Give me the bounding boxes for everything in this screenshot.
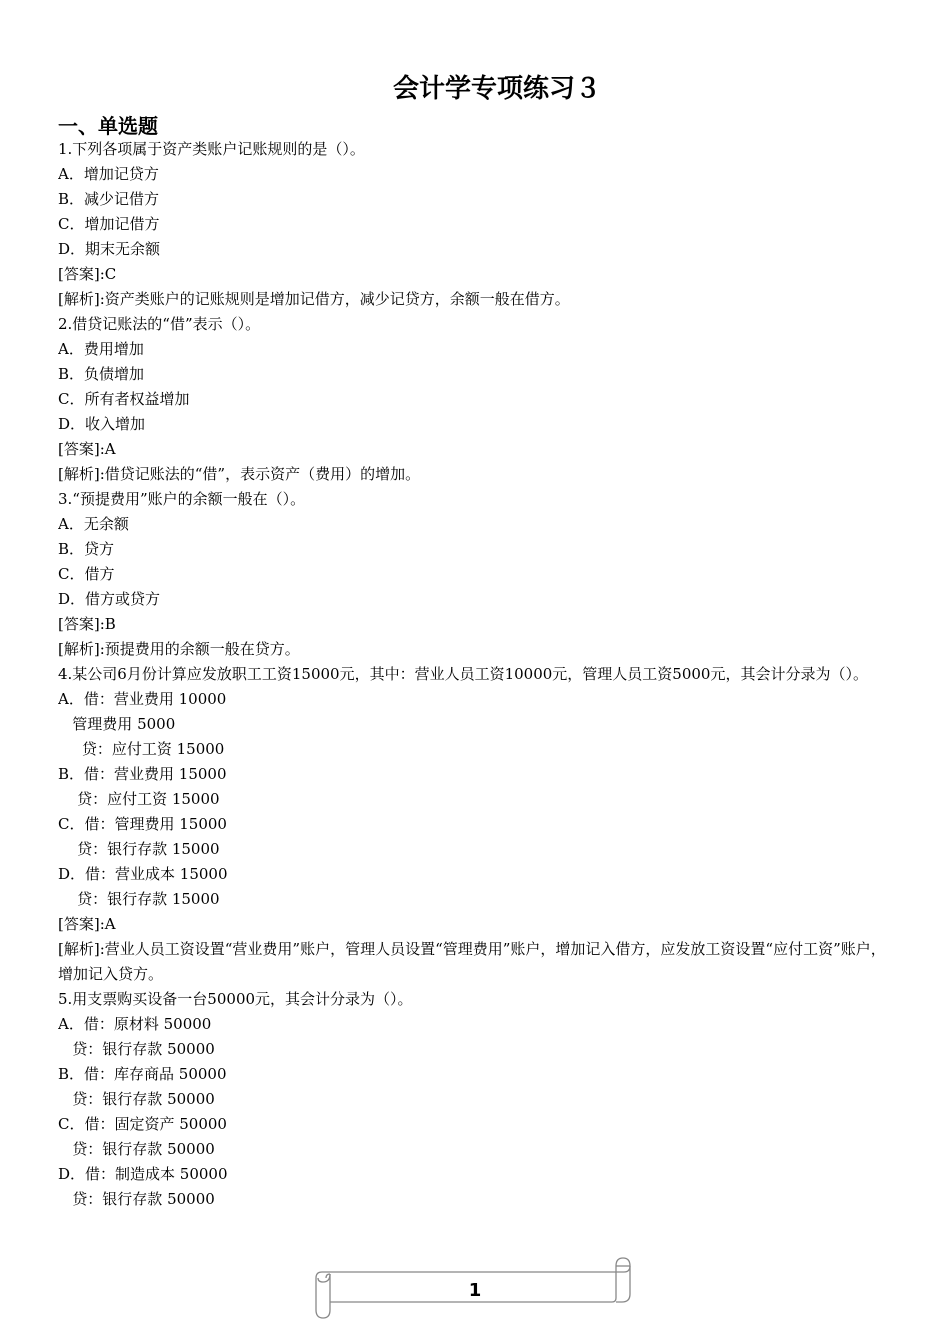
text-line: 2.借贷记账法的“借”表示（）。 [58, 315, 261, 333]
text-line: A．借：营业费用 10000 [58, 690, 227, 708]
text-line: 4.某公司6月份计算应发放职工工资15000元，其中：营业人员工资10000元，管理人员工资5000元，其会计分录为（）。 [58, 665, 868, 683]
text-line: D．借方或贷方 [58, 590, 161, 608]
text-line: A．费用增加 [58, 340, 144, 358]
page-footer [312, 1252, 638, 1320]
text-line: 管理费用 5000 [58, 715, 176, 733]
text-line: C．借方 [58, 565, 115, 583]
text-line: B．负债增加 [58, 365, 145, 383]
text-line: C．借：固定资产 50000 [58, 1115, 227, 1133]
text-line: A．借：原材料 50000 [58, 1015, 212, 1033]
text-line: 贷：银行存款 50000 [58, 1190, 215, 1208]
text-line: [解析]:预提费用的余额一般在贷方。 [58, 640, 300, 658]
question-body [58, 137, 896, 1212]
text-line: D．收入增加 [58, 415, 146, 433]
page-number: 1 [468, 1280, 482, 1301]
text-line: [答案]:A [58, 915, 116, 933]
text-line: B．贷方 [58, 540, 115, 558]
text-line: C．增加记借方 [58, 215, 160, 233]
text-line: D．借：营业成本 15000 [58, 865, 228, 883]
text-line: 3.“预提费用”账户的余额一般在（）。 [58, 490, 306, 508]
text-line: [解析]:资产类账户的记账规则是增加记借方，减少记贷方，余额一般在借方。 [58, 290, 570, 308]
text-line: 1.下列各项属于资产类账户记账规则的是（）。 [58, 140, 365, 158]
text-line: [解析]:借贷记账法的“借”，表示资产（费用）的增加。 [58, 465, 421, 483]
text-line: 贷：应付工资 15000 [58, 740, 225, 758]
page-title: 会计学专项练习３ [392, 74, 601, 104]
text-line: A．无余额 [58, 515, 129, 533]
text-line: B．借：营业费用 15000 [58, 765, 227, 783]
section-heading: 一、单选题 [58, 114, 158, 138]
text-line: [答案]:A [58, 440, 116, 458]
text-line: [解析]:营业人员工资设置“营业费用”账户，管理人员设置“管理费用”账户，增加记入借方，应发放工资设置“应付工资”账户，增加记入贷方。 [58, 940, 886, 983]
text-line: 贷：银行存款 15000 [58, 890, 220, 908]
text-line: [答案]:C [58, 265, 117, 283]
text-line: 贷：银行存款 15000 [58, 840, 220, 858]
text-line: B．减少记借方 [58, 190, 160, 208]
text-line: C．借：管理费用 15000 [58, 815, 227, 833]
text-line: [答案]:B [58, 615, 116, 633]
text-line: A．增加记贷方 [58, 165, 159, 183]
text-line: D．借：制造成本 50000 [58, 1165, 228, 1183]
text-line: 贷：银行存款 50000 [58, 1140, 215, 1158]
text-line: 贷：银行存款 50000 [58, 1040, 215, 1058]
text-line: C．所有者权益增加 [58, 390, 190, 408]
text-line: D．期末无余额 [58, 240, 161, 258]
text-line: 贷：银行存款 50000 [58, 1090, 215, 1108]
text-line: 贷：应付工资 15000 [58, 790, 220, 808]
text-line: 5.用支票购买设备一台50000元，其会计分录为（）。 [58, 990, 413, 1008]
text-line: B．借：库存商品 50000 [58, 1065, 227, 1083]
